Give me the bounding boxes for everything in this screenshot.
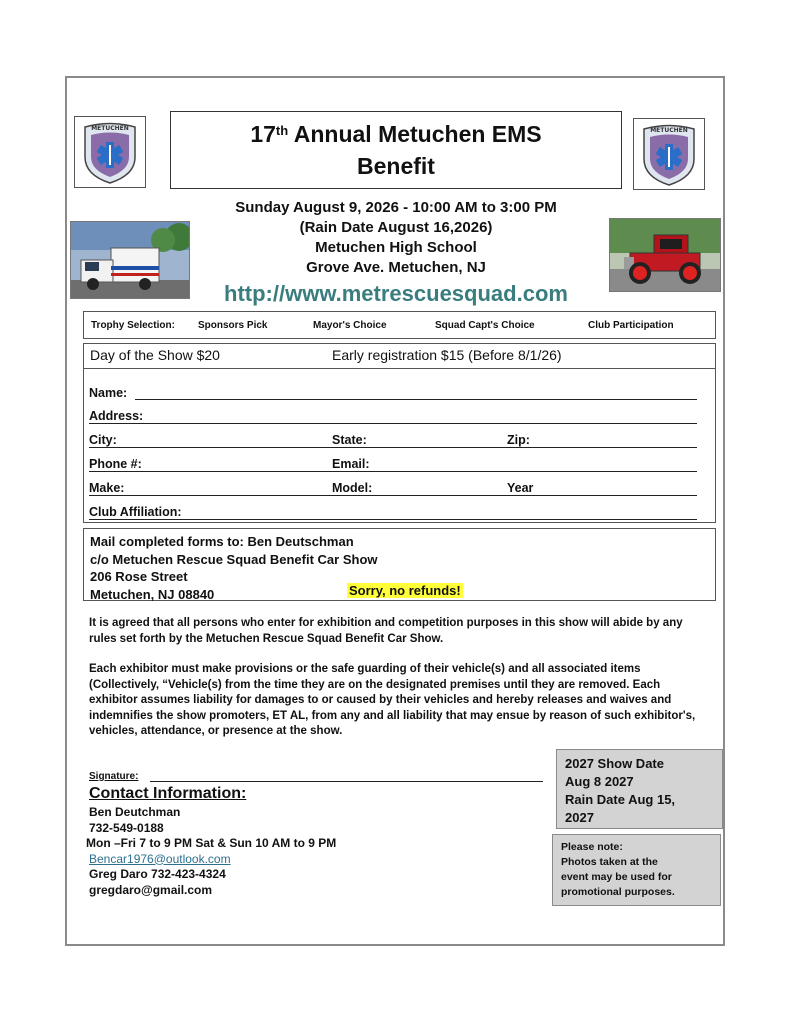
price-early: Early registration $15 (Before 8/1/26) [332, 347, 562, 363]
website-link[interactable]: http://www.metrescuesquad.com [224, 281, 568, 306]
model-label: Model: [332, 481, 373, 495]
trophy-selection-bar [83, 311, 716, 339]
mail-line: Mail completed forms to: Ben Deutschman [90, 534, 354, 549]
event-address: Grove Ave. Metuchen, NJ [306, 259, 486, 276]
svg-text:METUCHEN: METUCHEN [91, 125, 129, 132]
future-line: Rain Date Aug 15, [565, 792, 676, 807]
phone-email-field[interactable] [89, 471, 697, 472]
city-state-zip-field[interactable] [89, 447, 697, 448]
ems-logo-right [633, 118, 705, 190]
contact-hours: Mon –Fri 7 to 9 PM Sat & Sun 10 AM to 9 PM [86, 836, 337, 850]
no-refunds-notice: Sorry, no refunds! [349, 583, 461, 598]
trophy-option: Squad Capt's Choice [435, 320, 535, 331]
photo-note-box [552, 834, 721, 906]
trophy-option: Sponsors Pick [198, 320, 268, 331]
no-refunds-wrap [347, 583, 463, 598]
trophy-label: Trophy Selection: [91, 320, 175, 331]
ems-logo-left [74, 116, 146, 188]
contact-name: Ben Deutchman [89, 805, 181, 819]
note-line: event may be used for [561, 871, 672, 883]
future-line: Aug 8 2027 [565, 774, 634, 789]
state-label: State: [332, 433, 367, 447]
mail-line: Metuchen, NJ 08840 [90, 586, 215, 602]
title-line2: Benefit [357, 153, 435, 179]
phone-label: Phone #: [89, 457, 142, 471]
note-line: Please note: [561, 841, 623, 853]
contact-phone: 732-549-0188 [89, 820, 164, 835]
event-venue: Metuchen High School [315, 239, 477, 256]
alt-email: gregdaro@gmail.com [89, 882, 213, 897]
title-line1: Annual Metuchen EMS [288, 121, 542, 147]
zip-label: Zip: [507, 433, 530, 447]
registration-form [83, 343, 716, 523]
note-line: Photos taken at the [561, 856, 658, 868]
make-label: Make: [89, 481, 125, 495]
club-label: Club Affiliation: [89, 505, 182, 519]
svg-text:METUCHEN: METUCHEN [650, 127, 688, 134]
star-of-life-icon [75, 117, 145, 187]
title-ordinal: 17 [250, 121, 276, 147]
trophy-option: Mayor's Choice [313, 320, 387, 331]
event-date: Sunday August 9, 2026 - 10:00 AM to 3:00 PM [235, 199, 557, 216]
trophy-option: Club Participation [588, 320, 674, 331]
email-label: Email: [332, 457, 370, 471]
address-field[interactable] [89, 423, 697, 424]
club-field[interactable] [89, 519, 697, 520]
make-model-year-field[interactable] [89, 495, 697, 496]
address-label: Address: [89, 409, 144, 423]
event-rain-date: (Rain Date August 16,2026) [299, 219, 493, 236]
liability-paragraph: Each exhibitor must make provisions or the safe guarding of their vehicle(s) and all associated items (Collectively, “Vehicle(s) from the time they are on the designated premises until they are removed. Each exhibitor assumes liability for damages to or caused by their vehicles and hereby releases and waives and indemnifies the show promoters, ET AL, from any and all liability that may ensue by reason of such exhibitor's, vehicles, attendance, or presence at the show. [89, 663, 696, 737]
future-line: 2027 Show Date [565, 756, 664, 771]
note-line: promotional purposes. [561, 886, 675, 898]
contact-heading: Contact Information: [89, 785, 247, 802]
mail-line: c/o Metuchen Rescue Squad Benefit Car Show [90, 551, 378, 567]
year-label: Year [507, 481, 534, 495]
name-field[interactable] [135, 399, 697, 400]
name-label: Name: [89, 386, 128, 400]
event-title [170, 111, 622, 189]
agreement-paragraph: It is agreed that all persons who enter for exhibition and competition purposes in this show will abide by any rules set forth by the Metuchen Rescue Squad Benefit Car Show. [89, 617, 683, 645]
contact-email-link[interactable]: Bencar1976@outlook.com [89, 851, 231, 866]
price-day-of-show: Day of the Show $20 [90, 347, 220, 363]
future-show-date-box [556, 749, 723, 829]
signature-field[interactable] [150, 781, 543, 782]
future-line: 2027 [565, 810, 594, 825]
alt-contact: Greg Daro 732-423-4324 [89, 867, 226, 881]
antique-car-photo [609, 218, 721, 292]
star-of-life-icon [634, 119, 704, 189]
pricing-row [84, 344, 715, 369]
event-details [170, 198, 622, 278]
contact-info [86, 805, 419, 898]
title-suffix: th [275, 123, 289, 138]
signature-label: Signature: [89, 771, 139, 782]
mail-line: 206 Rose Street [90, 569, 188, 584]
city-label: City: [89, 433, 117, 447]
